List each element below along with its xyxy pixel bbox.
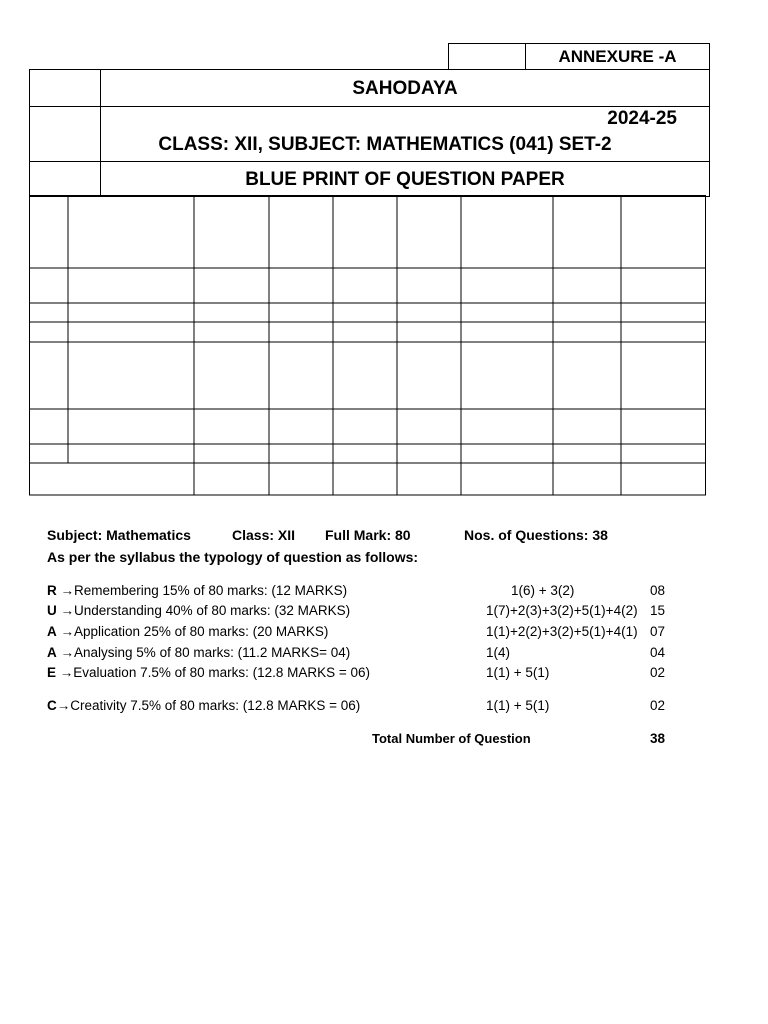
info-subject: Subject: Mathematics [47, 527, 191, 543]
total-questions-label: Total Number of Question [372, 731, 531, 746]
annexure-box [448, 43, 710, 70]
annexure-blank-cell [449, 44, 526, 69]
level-count: 04 [650, 645, 666, 660]
level-row: U →Understanding 40% of 80 marks: (32 MARKS) [47, 603, 351, 618]
header-table [29, 69, 710, 197]
level-row: A →Application 25% of 80 marks: (20 MARKS) [47, 624, 329, 639]
header-row-org [30, 70, 709, 107]
level-count: 02 [650, 698, 666, 713]
blueprint-grid [29, 195, 707, 496]
page-title: BLUE PRINT OF QUESTION PAPER [245, 169, 565, 190]
level-count: 07 [650, 624, 666, 639]
level-distribution: 1(1)+2(2)+3(2)+5(1)+4(1) [486, 624, 638, 639]
level-distribution: 1(4) [486, 645, 511, 660]
annexure-label: ANNEXURE -A [558, 46, 677, 66]
level-count: 08 [650, 583, 666, 598]
session-year: 2024-25 [607, 108, 677, 129]
level-count: 15 [650, 603, 666, 618]
info-full-mark: Full Mark: 80 [325, 527, 411, 543]
blueprint-grid-lines [29, 195, 707, 496]
level-row: R →Remembering 15% of 80 marks: (12 MARKS) [47, 583, 348, 598]
header-row-class [30, 107, 709, 162]
level-distribution: 1(6) + 3(2) [511, 583, 575, 598]
info-class: Class: XII [232, 527, 296, 543]
header-row-title [30, 162, 709, 196]
info-questions: Nos. of Questions: 38 [464, 527, 608, 543]
level-row: A →Analysing 5% of 80 marks: (11.2 MARKS= 04) [47, 645, 351, 660]
typology-heading: As per the syllabus the typology of question as follows: [47, 549, 419, 565]
level-row: E →Evaluation 7.5% of 80 marks: (12.8 MARKS = 06) [47, 665, 371, 680]
total-questions-value: 38 [650, 731, 666, 746]
class-subject: CLASS: XII, SUBJECT: MATHEMATICS (041) SET-2 [158, 134, 612, 155]
level-distribution: 1(7)+2(3)+3(2)+5(1)+4(2) [486, 603, 638, 618]
level-distribution: 1(1) + 5(1) [486, 698, 550, 713]
level-count: 02 [650, 665, 666, 680]
level-distribution: 1(1) + 5(1) [486, 665, 550, 680]
level-row: C→Creativity 7.5% of 80 marks: (12.8 MARKS = 06) [47, 698, 361, 713]
org-name: SAHODAYA [352, 78, 458, 99]
